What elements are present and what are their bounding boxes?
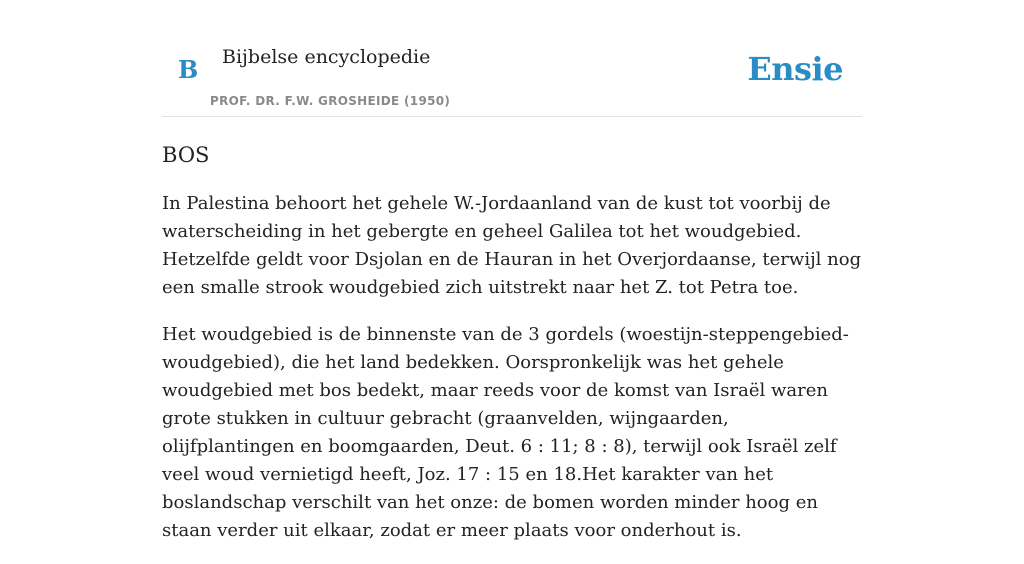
article-title: BOS (162, 143, 210, 167)
book-title-link[interactable]: Bijbelse encyclopedie (222, 46, 431, 68)
article-paragraph-2: Het woudgebied is de binnenste van de 3 gordels (woestijn-steppengebied-woudgebied), die het land bedekken. Oorspronkelijk was het gehele woudgebied met bos bedekt, maar reeds voor de komst van Israël waren grote stukken in cultuur gebracht (graanvelden, wijngaarden, olijfplantingen en boomgaarden, Deut. 6 : 11; 8 : 8), terwijl ook Israël zelf veel woud vernietigd heeft, Joz. 17 : 15 en 18.Het karakter van het boslandschap verschilt van het onze: de bomen worden minder hoog en staan verder uit elkaar, zodat er meer plaats voor onderhout is. (162, 324, 849, 541)
article (162, 138, 862, 564)
ensie-logo[interactable]: Ensie (747, 50, 843, 88)
header (162, 0, 862, 117)
book-author: PROF. DR. F.W. GROSHEIDE (1950) (210, 94, 451, 108)
article-paragraph-1: In Palestina behoort het gehele W.-Jordaanland van de kust tot voorbij de waterscheiding in het gebergte en geheel Galilea tot het woudgebied. Hetzelfde geldt voor Dsjolan en de Hauran in het Overjordaanse, terwijl nog een smalle strook woudgebied zich uitstrekt naar het Z. tot Petra toe. (162, 193, 862, 298)
book-letter-icon[interactable]: B (178, 55, 199, 84)
